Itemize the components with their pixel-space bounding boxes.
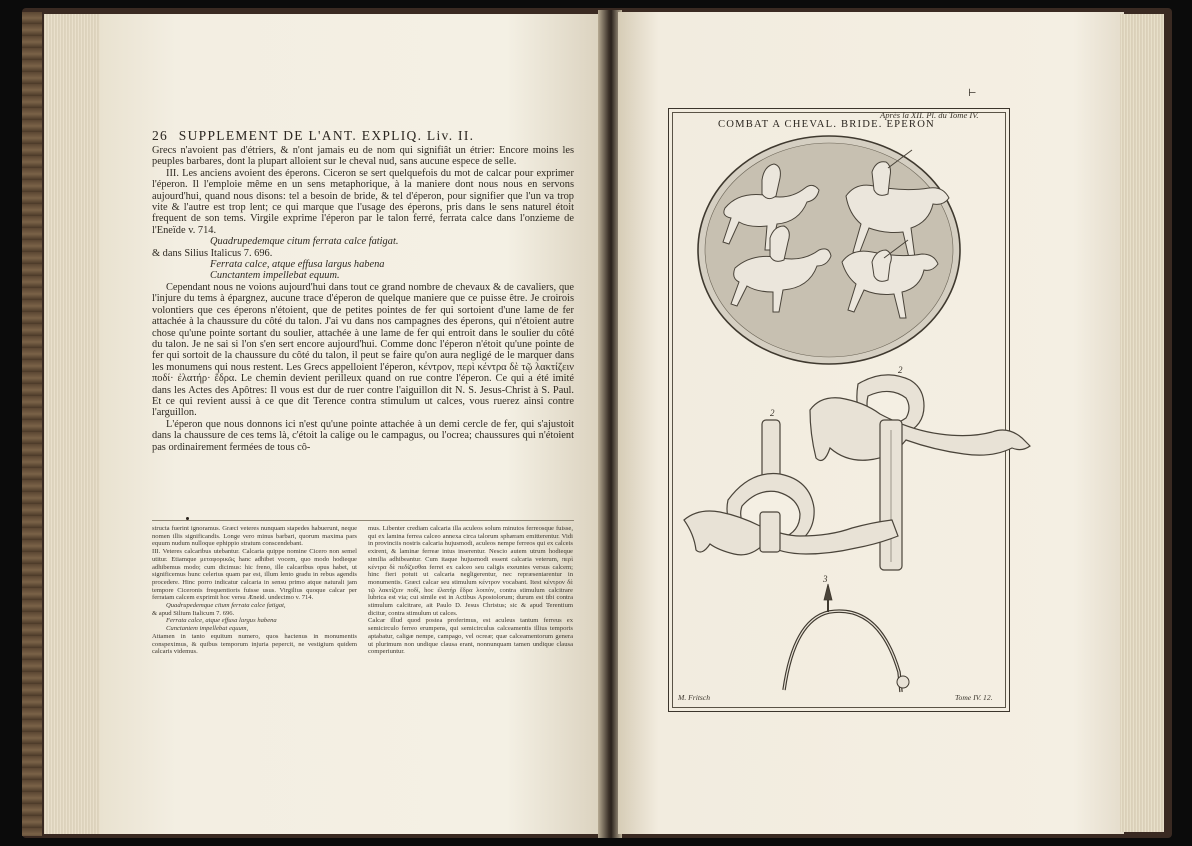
engraver-signature: M. Fritsch <box>678 693 711 702</box>
footnote-paragraph: III. Veteres calcaribus utebantur. Calcaria quippe nomine Cicero non semel utitur. Etiamque μεταφορικῶς hanc adhibet vocem, quo modo hodieque adhibemus modo; cum dicimus: hic freno, ille calcaribus opus habet, ut significemus hunc celerius quam par est, illum lento gradu in rebus agendis procedere. Hinc porro indicatur calcaria in sensu primo atque naturali jam tempore Ciceronis frequentioris fuisse usus. Virgilius quoque calcar per ferratam calcem exprimit hoc versu Æneid. undecimo v. 714. <box>152 548 357 602</box>
footnote-verse: Quadrupedemque citum ferrata calce fatigat, <box>166 602 286 610</box>
footnote-paragraph: & apud Silium Italicum 7. 696. <box>152 609 235 617</box>
footnote-paragraph: structa fuerint ignoramus. Græci veteres nunquam stapedes habuerunt, neque nomen illis significandis. Longe vero minus barbari, quorum maxima pars equum nudum nulloque ephippio stratum conscendebant. <box>152 525 357 548</box>
verse-line: Ferrata calce, atque effusa largus habena <box>210 259 385 271</box>
plate-title: COMBAT A CHEVAL. BRIDE. EPERON <box>718 119 935 130</box>
footnote-verse: Cunctantem impellebat equum, <box>166 625 249 633</box>
citation-line: & dans Silius Italicus 7. 696. <box>152 247 273 259</box>
verse-line: Quadrupedemque citum ferrata calce fatigat. <box>210 236 399 248</box>
ornament-mark: ⊢ <box>968 88 977 99</box>
paragraph: III. Les anciens avoient des éperons. Ciceron se sert quelquefois du mot de calcar pour exprimer l'éperon. Il l'emploie même en un sens metaphorique, à la maniere dont nous nous en servons aujourd'hui, quand nous disons: tel a besoin de bride, & tel d'éperon, pour signifier que l'un va trop vite & l'autre est trop lent; ce qui marque que l'usage des éperons, pris dans le sens naturel étoit frequent de son tems. Virgile exprime l'éperon par le talon ferré, ferrata calce dans l'onzieme de l'Eneïde v. 714. <box>152 167 574 236</box>
plate-volume-caption: Tome IV. 12. <box>955 693 993 702</box>
figure-number: 3 <box>823 574 828 584</box>
paragraph: Grecs n'avoient pas d'étriers, & n'ont jamais eu de nom qui signifiât un étrier: Encore moins les peuples barbares, dont la plupart alloient sur le cheval nud, sans aucune espece de selle. <box>152 145 574 168</box>
figure-number: 2 <box>770 408 775 418</box>
figure-number: 2 <box>898 365 903 375</box>
cavalry-gem-engraving <box>698 136 960 364</box>
footnote-paragraph: Calcar illud quod postea proferimus, est aculeus tantum ferreus ex semicirculo ferreo erumpens, qui semicirculus calceamentis illius temporis aptabatur, caligæ nempe, campago, vel ocreæ; quæ calceamentorum genera ut plurimum non undique clausa erant, nonnunquam tamen undique clausa comperiuntur. <box>368 617 573 656</box>
page-number: 26 <box>152 128 169 143</box>
verse-line: Cunctantem impellebat equum. <box>210 270 340 282</box>
footnote-paragraph: mus. Libenter crediam calcaria illa aculeos solum minutos ferreosque fuisse, qui ex lamina ferrea calceo annexa circa talorum sphæram emitterentur. Vidi in provinciis nostris calcaria hujusmodi, aculeos nempe ferreos qui ex calceis exirent, & laminæ ferreæ intus inserentur. Nescio autem utrum hodieque similia adhibeantur. Cum itaque hujusmodi essent calcaria veterum, περὶ κέντρα δὲ πεδίζεσθαι ferrei ex calceo seu caligis exeuntes versus calcem; hinc fieri potuit ut calcaria negligerentur, nec repræsentarentur in monumentis. Græci calcar seu stimulum κέντρον vocabant. Itest κέντρον δὲ τῷ λακτίζειν ποδί, hoc ἐλατήρ ἕδρα λοιπὸν, contra stimulum calcitrare lubrica est via; cui simile est in Actibus Apostolorum; durum est tibi contra stimulum calcitrare, ait Paulo D. Jesus Christus; sic & apud Terentium dicitur, contra stimulum ut calces. <box>368 525 573 617</box>
paragraph: Cependant nous ne voions aujourd'hui dans tout ce grand nombre de chevaux & de cavaliers, que l'injure du tems à épargnez, aucune trace d'éperon de quelque maniere que ce puisse être. Je croirois volontiers que ces éperons n'étoient, que de petites pointes de fer qui sortoient d'une lame de fer attachée à la chaussure du côté du talon. J'ai vu dans nos campagnes des éperons, qui n'étoient autre chose qu'une pointe sortant du soulier, attachée à une lame de fer qui entroit dans le soulier du côté du talon. Je ne sai si l'on s'en sert encore aujourd'hui. Comme donc l'éperon n'étoit qu'une pointe de fer qui sortoit de la chaussure du côté du talon, il peut se faire qu'on aura negligé de le marquer dans les monumens qui nous restent. Les Grecs appelloient l'éperon, κέντρον, περὶ κέντρα δὲ τῷ λακτίζειν ποδί· ἐλατήρ· ἕδρα. Le chemin devient perilleux quand on rue contre l'éperon. Ce qui a été imité dans les Actes des Apôtres: Il vous est dur de ruer contre l'aiguillon dit N. S. Jesus-Christ à S. Paul. Et ce qui revient aussi à ce que dit Terence contra stimulum ut calces, vous ruerez ainsi contre l'arguillon. <box>152 281 574 419</box>
running-head-title: SUPPLEMENT DE L'ANT. EXPLIQ. Liv. II. <box>178 128 475 143</box>
plate-reference: Après la XII. Pl. du Tome IV. <box>880 110 979 120</box>
footnote-paragraph: Attamen in tanto equitum numero, quos hactenus in monumentis conspeximus, & quibus temporum injuria pepercit, ne vestigium quidem calcaris videmus. <box>152 632 357 656</box>
paragraph: L'éperon que nous donnons ici n'est qu'une pointe attachée à un demi cercle de fer, qui s'ajustoit dans la chaussure de ces tems là, c'étoit la calige ou le campagus, ou l'ocrea; chaussures qui n'étoient pas ordinairement fermées de tous cô- <box>152 418 574 453</box>
spur-engraving <box>784 584 909 692</box>
footnote-verse: Ferrata calce, atque effusa largus habena <box>166 617 277 625</box>
